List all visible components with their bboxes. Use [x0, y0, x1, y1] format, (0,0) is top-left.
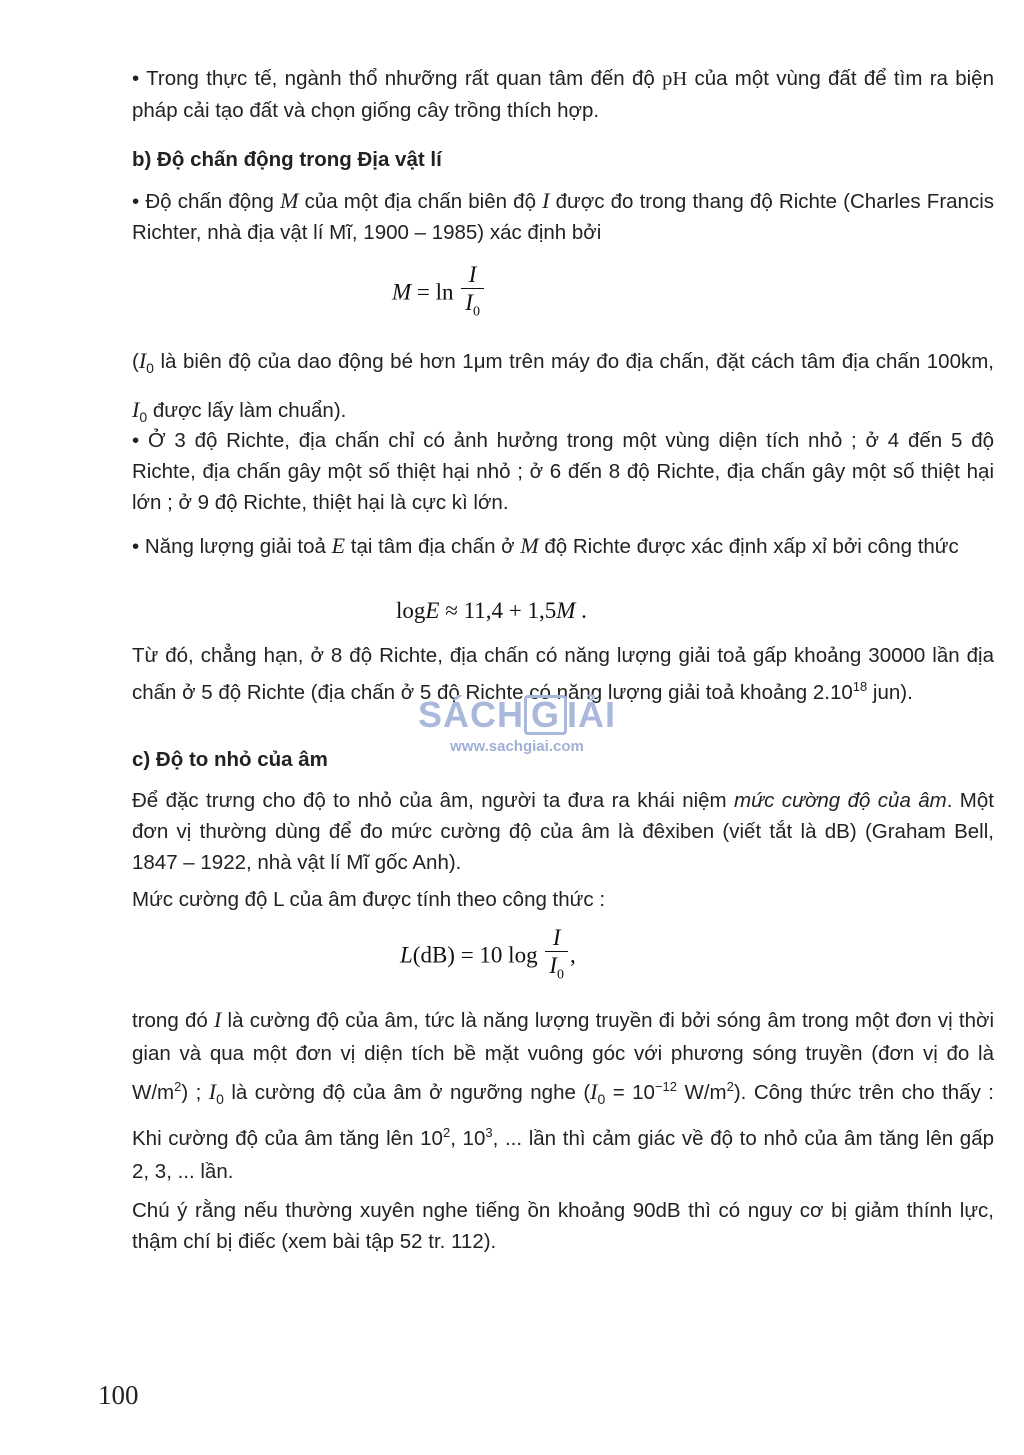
fraction: $\frac{I}{I_0}$	[461, 262, 484, 327]
ph-symbol: pH	[662, 68, 688, 90]
richter-equation: M = ln $\frac{I}{I_0}$	[392, 262, 486, 327]
section-b-paragraph-2: ($I_0$ là biên độ của dao động bé hơn 1μm trên máy đo địa chấn, đặt cách tâm địa chấn 100km, $I_0$ được lấy làm chuẩn).	[132, 348, 994, 426]
energy-equation: logE ≈ 11,4 + 1,5M .	[396, 598, 587, 623]
sound-level-equation: L(dB) = 10 log $\frac{I}{I_0}$ ,	[400, 925, 576, 990]
section-c-paragraph-2: Mức cường độ L của âm được tính theo công thức :	[132, 888, 606, 911]
intro-paragraph: • Trong thực tế, ngành thổ nhưỡng rất quan tâm đến độ pH của một vùng đất để tìm ra biện pháp cải tạo đất và chọn giống cây trồng thích hợp.	[132, 67, 994, 122]
watermark-logo: SÁCH G IẢI www.sachgiai.com	[412, 694, 622, 755]
bullet: •	[132, 67, 147, 90]
section-c-paragraph-3: trong đó I là cường độ của âm, tức là năng lượng truyền đi bởi sóng âm trong một đơn vị thời gian và qua một đơn vị diện tích bề mặt vuông góc với phương sóng truyền (đơn vị đo là $W/m^2$) ; $I_0$ là cường độ của âm ở ngưỡng nghe ($I_0 = 10^{-12}$ $W/m^2$). Công thức trên cho thấy : Khi cường độ của âm tăng lên $10^2$, $10^3$, ... lần thì cảm giác về độ to nhỏ của âm tăng lên gấp 2, 3, ... lần.	[132, 1007, 995, 1183]
section-b-paragraph-3: • Ở 3 độ Richte, địa chấn chỉ có ảnh hưởng trong một vùng diện tích nhỏ ; ở 4 đến 5 độ Richte, địa chấn gây một số thiệt hại nhỏ ; ở 6 đến 8 độ Richte, địa chấn gây một số thiệt hại lớn ; ở 9 độ Richte, thiệt hại là cực kì lớn.	[132, 429, 994, 514]
section-b-paragraph-4: • Năng lượng giải toả E tại tâm địa chấn ở M độ Richte được xác định xấp xỉ bởi công thức	[132, 533, 959, 558]
page-number: 100	[98, 1380, 139, 1410]
section-c-paragraph-4: Chú ý rằng nếu thường xuyên nghe tiếng ồn khoảng 90dB thì có nguy cơ bị giảm thính lực, thậm chí bị điếc (xem bài tập 52 tr. 112).	[132, 1199, 994, 1253]
section-c-heading: c) Độ to nhỏ của âm	[132, 748, 328, 771]
section-b-paragraph-5: Từ đó, chẳng hạn, ở 8 độ Richte, địa chấn có năng lượng giải toả gấp khoảng 30000 lần địa chấn ở 5 độ Richte (địa chấn ở 5 độ Richte có năng lượng giải toả khoảng 2.10$^{18}$ jun).	[132, 644, 994, 704]
section-b-heading: b) Độ chấn động trong Địa vật lí	[132, 148, 442, 171]
fraction: $\frac{I}{I_0}$	[545, 925, 568, 990]
section-c-paragraph-1: Để đặc trưng cho độ to nhỏ của âm, người ta đưa ra khái niệm mức cường độ của âm. Một đơn vị thường dùng để đo mức cường độ của âm là đêxiben (viết tắt là dB) (Graham Bell, 1847 – 1922, nhà vật lí Mĩ gốc Anh).	[132, 789, 994, 874]
section-b-paragraph-1: • Độ chấn động M của một địa chấn biên độ I được đo trong thang độ Richte (Charles Francis Richter, nhà địa vật lí Mĩ, 1900 – 1985) xác định bởi	[132, 188, 994, 244]
watermark-url: www.sachgiai.com	[450, 738, 584, 755]
